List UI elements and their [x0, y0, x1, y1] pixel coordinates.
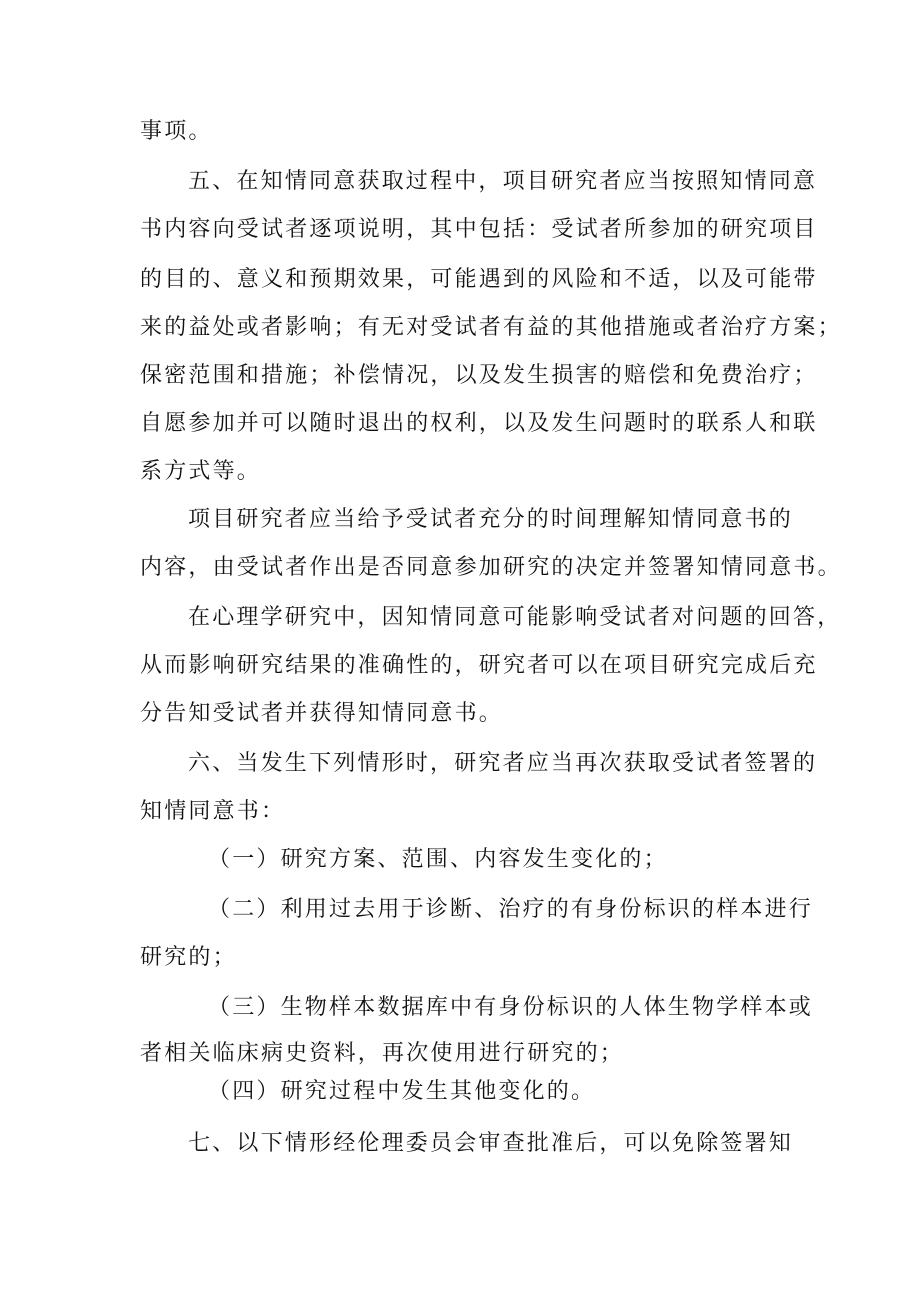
text-line: 六、当发生下列情形时，研究者应当再次获取受试者签署的 — [188, 751, 818, 776]
text-line: 项目研究者应当给予受试者充分的时间理解知情同意书的 — [188, 507, 794, 532]
text-line: 七、以下情形经伦理委员会审查批准后，可以免除签署知 — [188, 1131, 794, 1156]
list-item: （四）研究过程中发生其他变化的。 — [208, 1079, 596, 1104]
list-item: （三）生物样本数据库中有身份标识的人体生物学样本或 — [208, 995, 814, 1020]
text-line: 者相关临床病史资料，再次使用进行研究的； — [140, 1041, 625, 1066]
text-line: 五、在知情同意获取过程中，项目研究者应当按照知情同意 — [188, 169, 818, 194]
list-item: （一）研究方案、范围、内容发生变化的； — [208, 847, 668, 872]
text-line: 在心理学研究中，因知情同意可能影响受试者对问题的回答， — [188, 605, 842, 630]
text-line: 从而影响研究结果的准确性的，研究者可以在项目研究完成后充 — [140, 653, 818, 678]
text-line: 系方式等。 — [140, 459, 262, 484]
text-line: 研究的； — [140, 945, 237, 970]
text-line: 内容，由受试者作出是否同意参加研究的决定并签署知情同意书。 — [140, 555, 842, 580]
text-line: 知情同意书： — [140, 799, 286, 824]
list-item: （二）利用过去用于诊断、治疗的有身份标识的样本进行 — [208, 897, 814, 922]
text-line: 书内容向受试者逐项说明，其中包括：受试者所参加的研究项目 — [140, 217, 818, 242]
text-line: 事项。 — [140, 119, 213, 144]
text-line: 自愿参加并可以随时退出的权利，以及发生问题时的联系人和联 — [140, 411, 818, 436]
text-line: 保密范围和措施；补偿情况，以及发生损害的赔偿和免费治疗； — [140, 363, 818, 388]
text-line: 来的益处或者影响；有无对受试者有益的其他措施或者治疗方案； — [140, 315, 842, 340]
text-line: 的目的、意义和预期效果，可能遇到的风险和不适，以及可能带 — [140, 267, 818, 292]
text-line: 分告知受试者并获得知情同意书。 — [140, 701, 504, 726]
